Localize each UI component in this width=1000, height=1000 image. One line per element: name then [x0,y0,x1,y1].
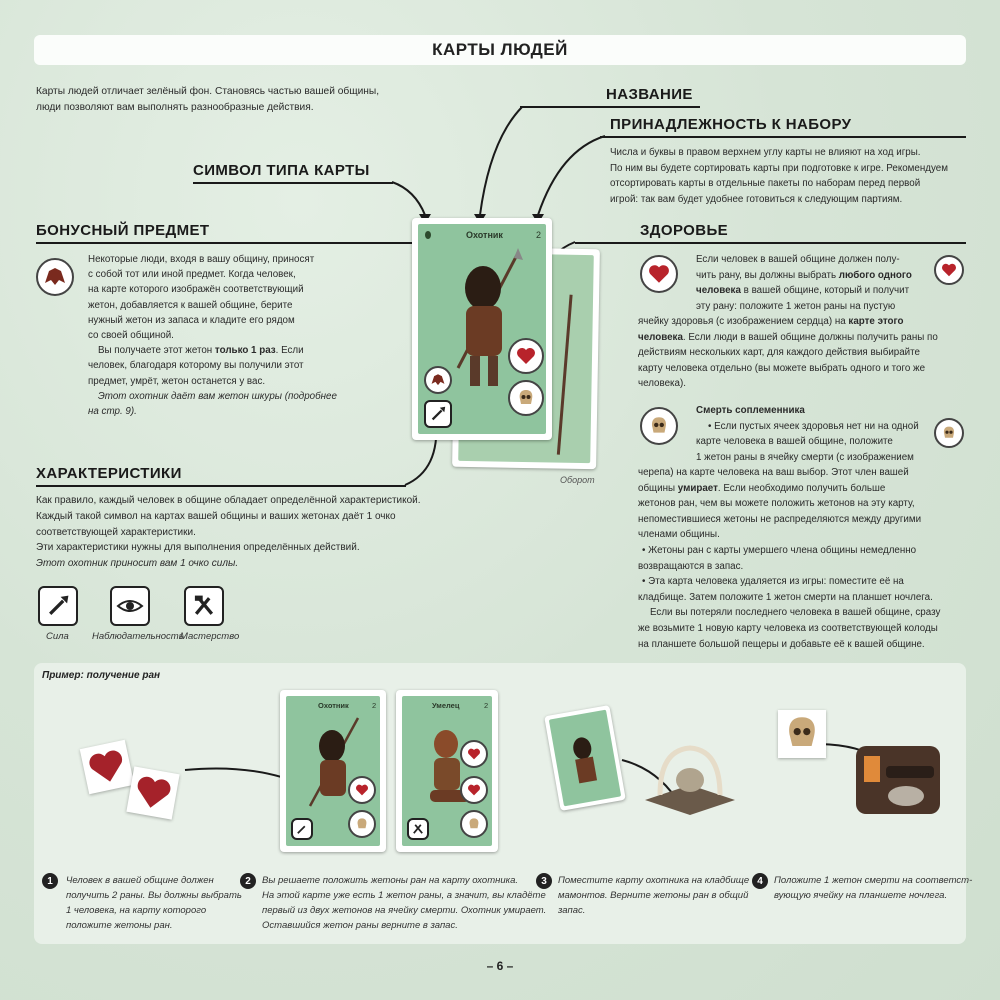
example-skull-slot-icon [348,810,376,838]
bonus-text: Некоторые люди, входя в вашу общину, приносят с собой тот или иной предмет. Когда человек, на карте которого изображён соответствующий жетон, добавляется к вашей общине, берите нужный жетон из запаса и кладите его рядом со своей общиной. Вы получаете этот жетон только 1 раз. Если человек, благодаря которому вы получили этот предмет, умрёт, жетон останется у вас. Этот охотник даёт вам жетон шкуры (подробнее на стр. 9). [88,254,337,418]
step-2-number: 2 [240,873,256,889]
example-craft-icon [407,818,429,840]
traits-text: Как правило, каждый человек в общине обладает определённой характеристикой. Каждый такой символ на картах вашей общины и ваших жетонах даёт 1 очко соответствующей характеристики. Эти характеристики нужны для выполнения определённых действий. Этот охотник приносит вам 1 очко силы. [36,495,421,570]
camp-board-icon [850,740,946,820]
heading-name: НАЗВАНИЕ [606,86,693,103]
example-skull-slot-2-icon [460,810,488,838]
heading-set: ПРИНАДЛЕЖНОСТЬ К НАБОРУ [610,116,852,133]
intro-text: Карты людей отличает зелёный фон. Становясь частью вашей общины, люди позволяют вам выполнять разнообразные действия. [36,86,380,113]
step-3-text: Поместите карту охотника на кладбище мамонтов. Верните жетоны ран в общий запас. [558,875,750,916]
example-hunter-card: Охотник 2 [280,690,386,852]
card-back-caption: Оборот [560,475,595,485]
step-1-number: 1 [42,873,58,889]
trait-label-craft: Мастерство [180,631,240,642]
step-4-number: 4 [752,873,768,889]
step-1-text: Человек в вашей общине должен получить 2 раны. Вы должны выбрать 1 человека, на карту которого положите жетоны ран. [66,875,242,931]
example-craftsman-card: Умелец 2 [396,690,498,852]
page-title: КАРТЫ ЛЮДЕЙ [34,35,966,65]
card-name: Охотник [466,230,503,240]
health-text-cont: ячейку здоровья (с изображением сердца) на карте этого человека. Если люди в вашей общине должны получить раны по действиям нескольких карт, для каждого действия выбирайте карту человека отдельно (вы можете выбрать одного и того же человека). [638,316,938,390]
card-set: 2 [536,230,542,240]
example-strength-icon [291,818,313,840]
example-heart-slot-icon [348,776,376,804]
step-3-number: 3 [536,873,552,889]
trait-label-strength: Сила [46,631,69,642]
mammoth-graveyard-icon [640,740,740,820]
example-heart-slot-1-icon [460,740,488,768]
death-token [778,710,826,758]
set-text: Числа и буквы в правом верхнем углу карты не влияют на ход игры. По ним вы будете сортировать карты при подготовке к игре. Рекомендуем отсортировать карты в отдельные пакеты по наборам перед первой игрой: так вам будет удобнее готовиться к следующим партиям. [610,147,948,205]
step-4-text: Положите 1 жетон смерти на соответст- вующую ячейку на планшете ночлега. [774,875,973,901]
heading-traits: ХАРАКТЕРИСТИКИ [36,465,182,482]
step-2-text: Вы решаете положить жетоны ран на карту охотника. На этой карте уже есть 1 жетон раны, а значит, вы кладёте первый из двух жетонов на ячейку смерти. Охотник умирает. Оставшийся жетон раны верните в запас. [262,875,547,931]
health-text: Если человек в вашей общине должен полу- чить рану, вы должны выбрать любого одного человека в вашей общине, который и получит эту рану: положите 1 жетон раны на пустую [696,254,912,312]
heading-health: ЗДОРОВЬЕ [640,222,729,239]
heading-symbol: СИМВОЛ ТИПА КАРТЫ [193,162,370,179]
trait-label-perception: Наблюдательность [92,631,184,642]
example-title: Пример: получение ран [42,670,161,681]
example-heart-slot-2-icon [460,776,488,804]
death-text: Смерть соплеменника • Если пустых ячеек здоровья нет ни на одной карте человека в вашей общине, положите 1 жетон раны в ячейку смерти (с изображением [696,405,919,463]
death-text-cont: черепа) на карте человека на ваш выбор. Этот член вашей общины умирает. Если необходимо получить больше жетонов ран, чем вы можете положить жетонов на эту карту, непоместившиеся жетоны не распределяются между другими членами общины. • Жетоны ран с карты умершего члена общины немедленно возвращаются в запас. • Эта карта человека удаляется из игры: поместите её на кладбище. Затем положите 1 жетон смерти на планшет ночлега. Если вы потеряли последнего человека в вашей общине, сразу же возьмите 1 новую карту человека из соответствующей колоды на планшете большой пещеры и добавьте её к вашей общине. [638,467,941,650]
page-number: – 6 – [486,959,514,973]
heading-bonus: БОНУСНЫЙ ПРЕДМЕТ [36,222,210,239]
